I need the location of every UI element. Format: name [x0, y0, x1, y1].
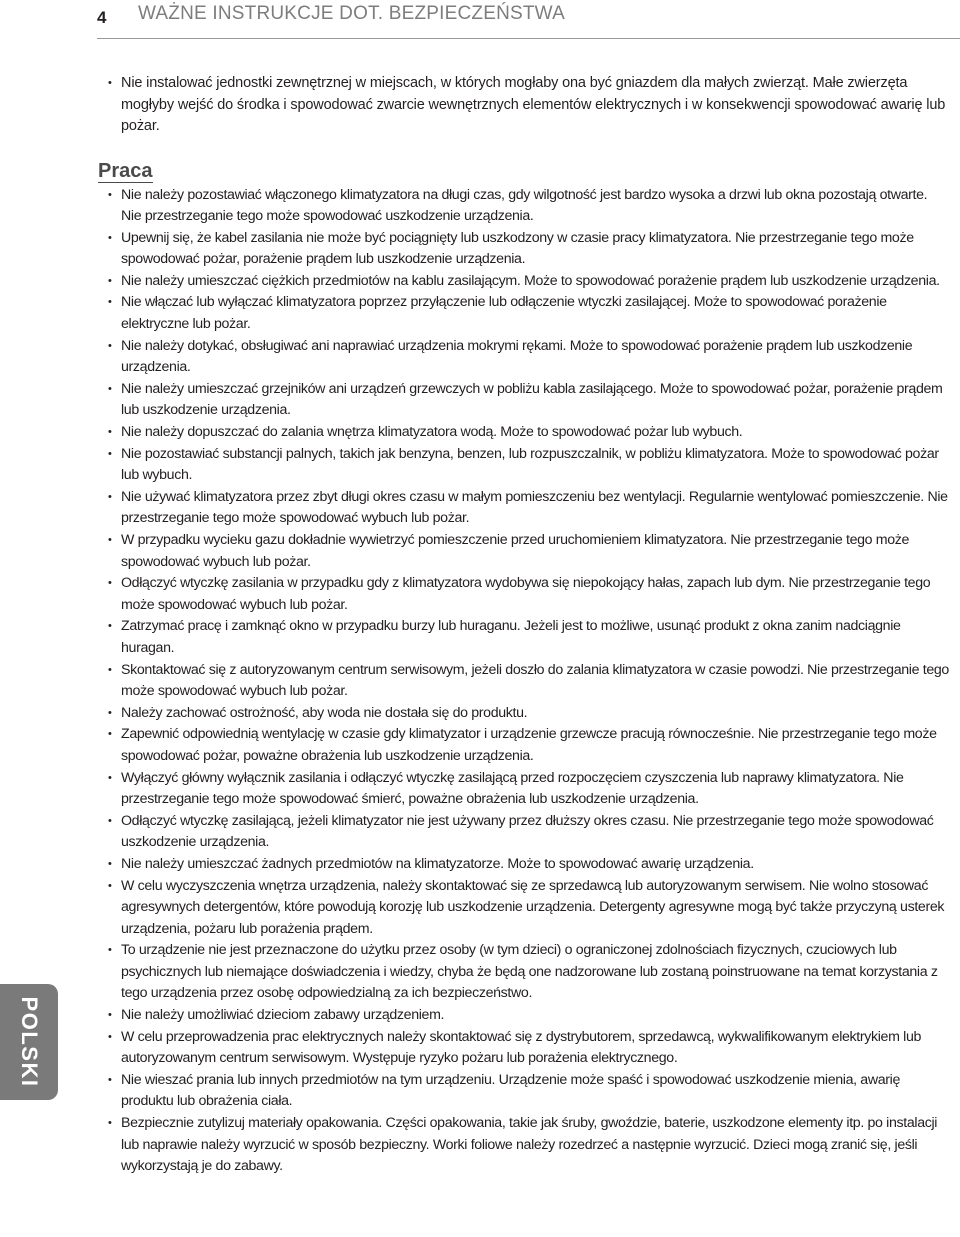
list-item: • Nie należy umieszczać żadnych przedmiotów na klimatyzatorze. Może to spowodować awarię urządzenia. — [104, 854, 950, 876]
list-item: • Upewnij się, że kabel zasilania nie może być pociągnięty lub uszkodzony w czasie pracy klimatyzatora. Nie przestrzeganie tego może spowodować pożar, porażenie prądem lub uszkodzenie urządzenia. — [104, 228, 950, 271]
intro-list — [104, 73, 950, 138]
safety-list — [104, 185, 950, 1178]
list-item: • Nie należy dotykać, obsługiwać ani naprawiać urządzenia mokrymi rękami. Może to spowodować porażenie prądem lub uszkodzenie urządzenia. — [104, 336, 950, 379]
header-title: WAŻNE INSTRUKCJE DOT. BEZPIECZEŃSTWA — [138, 3, 565, 24]
language-tab — [0, 984, 58, 1100]
list-item: • Bezpiecznie zutylizuj materiały opakowania. Części opakowania, takie jak śruby, gwoździe, baterie, uszkodzone elementy itp. po instalacji lub naprawie należy wyrzucić w sposób bezpieczny. Worki foliowe należy rozedrzeć a następnie wyrzucić. Dzieci mogą zranić się, jeśli wykorzystają je do zabawy. — [104, 1113, 950, 1178]
page-content — [98, 73, 950, 1178]
list-item: • Nie należy pozostawiać włączonego klimatyzatora na długi czas, gdy wilgotność jest bardzo wysoka a drzwi lub okna pozostają otwarte. Nie przestrzeganie tego może spowodować uszkodzenie urządzenia. — [104, 185, 950, 228]
list-item: • Zatrzymać pracę i zamknąć okno w przypadku burzy lub huraganu. Jeżeli jest to możliwe, usunąć produkt z okna zanim nadciągnie huragan. — [104, 616, 950, 659]
list-item: • Nie włączać lub wyłączać klimatyzatora poprzez przyłączenie lub odłączenie wtyczki zasilającej. Może to spowodować porażenie elektryczne lub pożar. — [104, 292, 950, 335]
list-item: • Nie należy umieszczać ciężkich przedmiotów na kablu zasilającym. Może to spowodować porażenie prądem lub uszkodzenie urządzenia. — [104, 271, 950, 293]
list-item: • Nie należy umieszczać grzejników ani urządzeń grzewczych w pobliżu kabla zasilającego. Może to spowodować pożar, porażenie prądem lub uszkodzenie urządzenia. — [104, 379, 950, 422]
header-divider — [97, 38, 960, 39]
list-item: • Skontaktować się z autoryzowanym centrum serwisowym, jeżeli doszło do zalania klimatyzatora w czasie powodzi. Nie przestrzeganie tego może spowodować wybuch lub pożar. — [104, 660, 950, 703]
list-item: • W celu przeprowadzenia prac elektrycznych należy skontaktować się z dystrybutorem, sprzedawcą, wykwalifikowanym elektrykiem lub autoryzowanym centrum serwisowym. Występuje ryzyko pożaru lub porażenia elektrycznego. — [104, 1027, 950, 1070]
list-item: • To urządzenie nie jest przeznaczone do użytku przez osoby (w tym dzieci) o ograniczonej zdolnościach fizycznych, czuciowych lub psychicznych lub niemające doświadczenia i wiedzy, chyba że będą one nadzorowane lub zostaną poinstruowane na temat korzystania z tego urządzenia przez osobę odpowiedzialną za ich bezpieczeństwo. — [104, 940, 950, 1005]
list-item: • Nie wieszać prania lub innych przedmiotów na tym urządzeniu. Urządzenie może spaść i spowodować uszkodzenie mienia, awarię produktu lub obrażenia ciała. — [104, 1070, 950, 1113]
list-item: • Należy zachować ostrożność, aby woda nie dostała się do produktu. — [104, 703, 950, 725]
list-item: • Odłączyć wtyczkę zasilającą, jeżeli klimatyzator nie jest używany przez dłuższy okres czasu. Nie przestrzeganie tego może spowodować uszkodzenie urządzenia. — [104, 811, 950, 854]
list-item: • Nie używać klimatyzatora przez zbyt długi okres czasu w małym pomieszczeniu bez wentylacji. Regularnie wentylować pomieszczenie. Nie przestrzeganie tego może spowodować wybuch lub pożar. — [104, 487, 950, 530]
list-item: • Wyłączyć główny wyłącznik zasilania i odłączyć wtyczkę zasilającą przed rozpoczęciem czyszczenia lub naprawy klimatyzatora. Nie przestrzeganie tego może spowodować śmierć, poważne obrażenia lub uszkodzenie urządzenia. — [104, 768, 950, 811]
list-item: • Nie instalować jednostki zewnętrznej w miejscach, w których mogłaby ona być gniazdem dla małych zwierząt. Małe zwierzęta mogłyby wejść do środka i spowodować zwarcie wewnętrznych elementów elektrycznych i w konsekwencji spowodować awarię lub pożar. — [104, 73, 950, 138]
list-item: • Nie należy dopuszczać do zalania wnętrza klimatyzatora wodą. Może to spowodować pożar lub wybuch. — [104, 422, 950, 444]
page-number: 4 — [97, 8, 107, 27]
list-item: • Nie należy umożliwiać dzieciom zabawy urządzeniem. — [104, 1005, 950, 1027]
list-item: • Zapewnić odpowiednią wentylację w czasie gdy klimatyzator i urządzenie grzewcze pracują równocześnie. Nie przestrzeganie tego może spowodować pożar, poważne obrażenia lub uszkodzenie urządzenia. — [104, 724, 950, 767]
list-item: • Odłączyć wtyczkę zasilania w przypadku gdy z klimatyzatora wydobywa się niepokojący hałas, zapach lub dym. Nie przestrzeganie tego może spowodować wybuch lub pożar. — [104, 573, 950, 616]
list-item: • W przypadku wycieku gazu dokładnie wywietrzyć pomieszczenie przed uruchomieniem klimatyzatora. Nie przestrzeganie tego może spowodować wybuch lub pożar. — [104, 530, 950, 573]
list-item: • Nie pozostawiać substancji palnych, takich jak benzyna, benzen, lub rozpuszczalnik, w pobliżu klimatyzatora. Może to spowodować pożar lub wybuch. — [104, 444, 950, 487]
list-item: • W celu wyczyszczenia wnętrza urządzenia, należy skontaktować się ze sprzedawcą lub autoryzowanym serwisem. Nie wolno stosować agresywnych detergentów, które powodują korozję lub uszkodzenie urządzenia. Detergenty agresywne mogą być także przyczyną usterek urządzenia, pożaru lub porażenia prądem. — [104, 876, 950, 941]
section-heading: Praca — [98, 159, 153, 182]
language-tab-label: POLSKI — [17, 996, 42, 1088]
